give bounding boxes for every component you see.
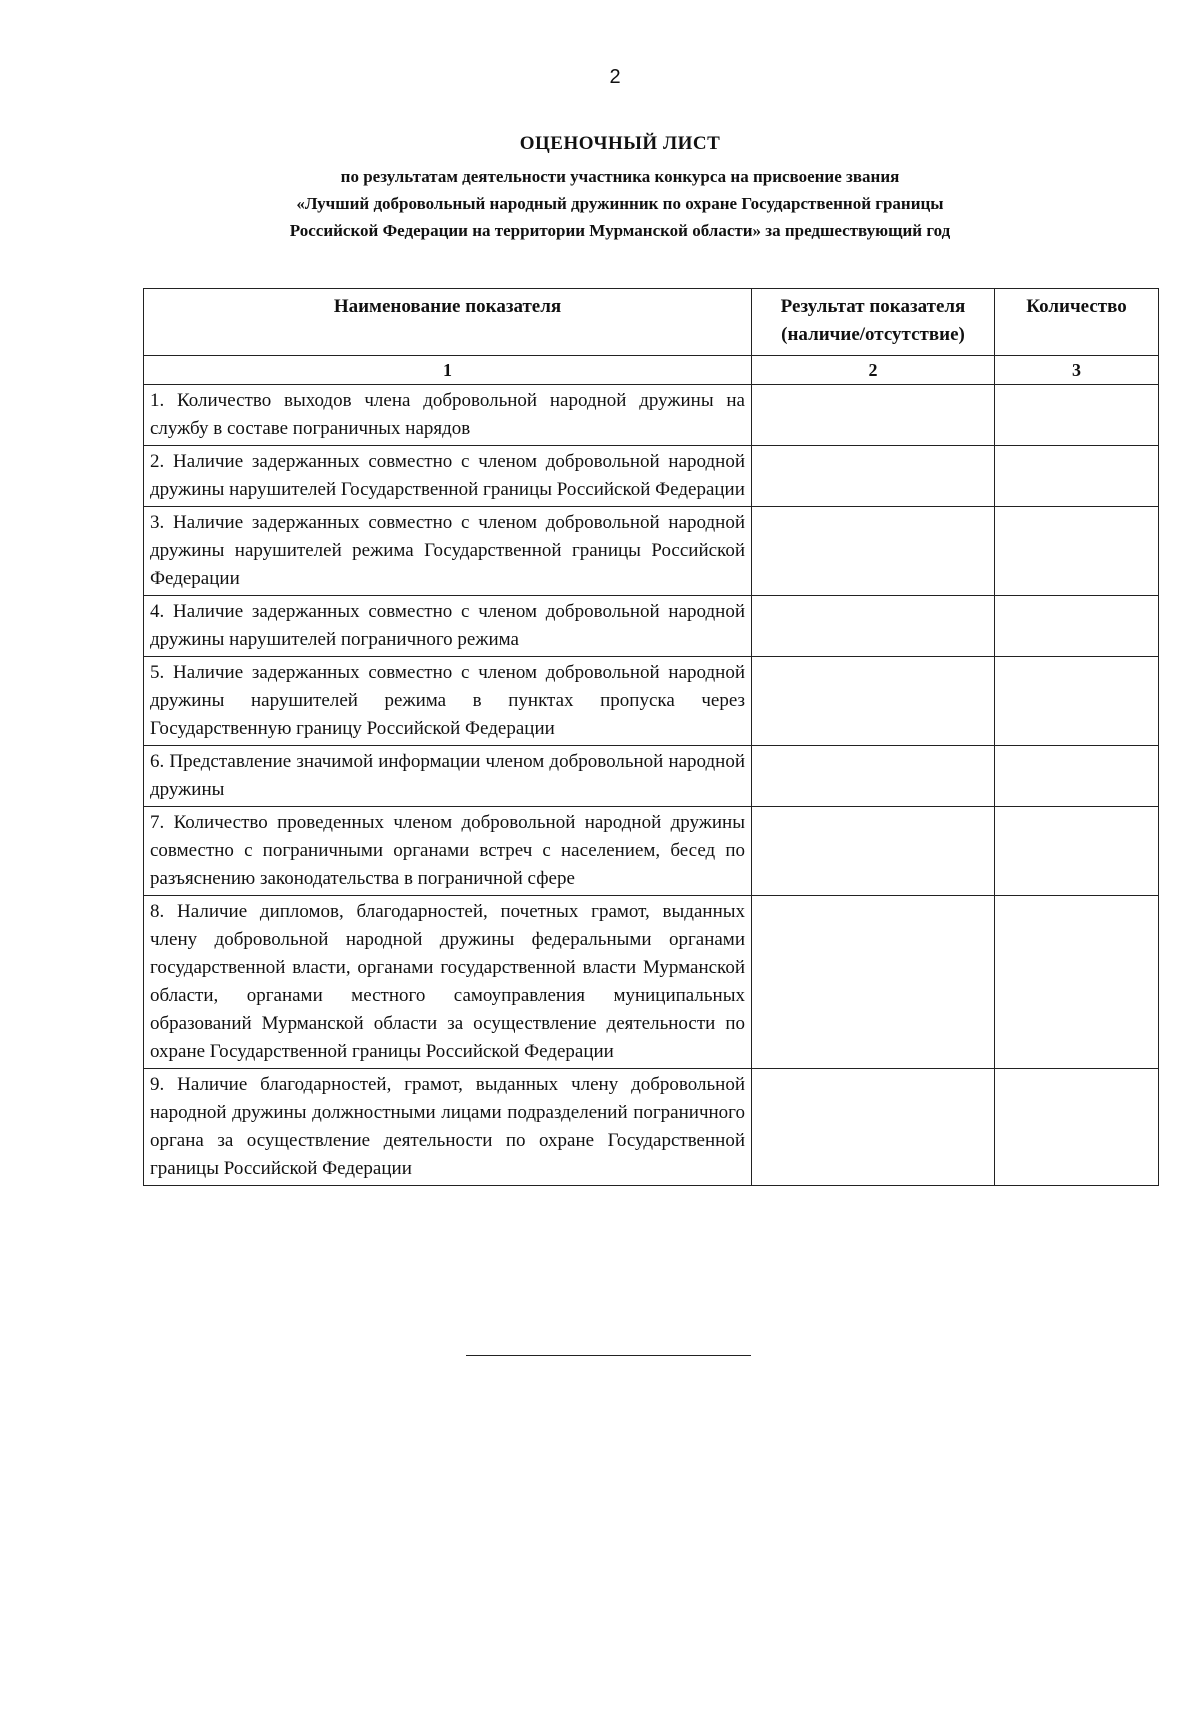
column-number-1: 1 <box>144 356 752 385</box>
document-subtitle-line-1: по результатам деятельности участника конкурса на присвоение звания <box>340 167 900 186</box>
result-cell[interactable] <box>752 896 995 1069</box>
result-cell[interactable] <box>752 385 995 446</box>
column-header-quantity: Количество <box>995 289 1159 356</box>
column-number-2: 2 <box>752 356 995 385</box>
indicator-cell: 4. Наличие задержанных совместно с членом добровольной народной дружины нарушителей пограничного режима <box>144 596 752 657</box>
table-row <box>144 446 1159 507</box>
result-cell[interactable] <box>752 746 995 807</box>
indicator-cell: 5. Наличие задержанных совместно с членом добровольной народной дружины нарушителей режима в пунктах пропуска через Государственную границу Российской Федерации <box>144 657 752 746</box>
table-row <box>144 746 1159 807</box>
table-header-row <box>144 289 1159 356</box>
table-row <box>144 657 1159 746</box>
indicator-cell: 3. Наличие задержанных совместно с членом добровольной народной дружины нарушителей режима Государственной границы Российской Федерации <box>144 507 752 596</box>
indicator-cell: 2. Наличие задержанных совместно с членом добровольной народной дружины нарушителей Государственной границы Российской Федерации <box>144 446 752 507</box>
quantity-cell[interactable] <box>995 807 1159 896</box>
column-number-3: 3 <box>995 356 1159 385</box>
document-subtitle-line-2: «Лучший добровольный народный дружинник по охране Государственной границы <box>296 194 944 213</box>
result-cell[interactable] <box>752 657 995 746</box>
footer-divider <box>466 1355 751 1356</box>
table-row <box>144 896 1159 1069</box>
column-header-result: Результат показателя (наличие/отсутствие) <box>752 289 995 356</box>
quantity-cell[interactable] <box>995 896 1159 1069</box>
quantity-cell[interactable] <box>995 385 1159 446</box>
document-title: ОЦЕНОЧНЫЙ ЛИСТ <box>519 133 721 154</box>
indicator-cell: 7. Количество проведенных членом добровольной народной дружины совместно с пограничными органами встреч с населением, бесед по разъяснению законодательства в пограничной сфере <box>144 807 752 896</box>
result-cell[interactable] <box>752 446 995 507</box>
column-number-row <box>144 356 1159 385</box>
quantity-cell[interactable] <box>995 657 1159 746</box>
quantity-cell[interactable] <box>995 596 1159 657</box>
quantity-cell[interactable] <box>995 746 1159 807</box>
table-row <box>144 1069 1159 1186</box>
result-cell[interactable] <box>752 807 995 896</box>
indicator-cell: 6. Представление значимой информации членом добровольной народной дружины <box>144 746 752 807</box>
evaluation-table <box>143 288 1159 1186</box>
document-header <box>120 133 1120 244</box>
result-cell[interactable] <box>752 1069 995 1186</box>
quantity-cell[interactable] <box>995 446 1159 507</box>
result-cell[interactable] <box>752 596 995 657</box>
indicator-cell: 1. Количество выходов члена добровольной народной дружины на службу в составе пограничных нарядов <box>144 385 752 446</box>
indicator-cell: 8. Наличие дипломов, благодарностей, почетных грамот, выданных члену добровольной народной дружины федеральными органами государственной власти, органами государственной власти Мурманской области, органами местного самоуправления муниципальных образований Мурманской области за осуществление деятельности по охране Государственной границы Российской Федерации <box>144 896 752 1069</box>
quantity-cell[interactable] <box>995 507 1159 596</box>
column-header-indicator: Наименование показателя <box>144 289 752 356</box>
table-row <box>144 385 1159 446</box>
indicator-cell: 9. Наличие благодарностей, грамот, выданных члену добровольной народной дружины должностными лицами подразделений пограничного органа за осуществление деятельности по охране Государственной границы Российской Федерации <box>144 1069 752 1186</box>
result-cell[interactable] <box>752 507 995 596</box>
page-number: 2 <box>609 66 621 88</box>
quantity-cell[interactable] <box>995 1069 1159 1186</box>
table-row <box>144 507 1159 596</box>
document-subtitle-line-3: Российской Федерации на территории Мурманской области» за предшествующий год <box>289 221 951 240</box>
table-row <box>144 596 1159 657</box>
table-row <box>144 807 1159 896</box>
